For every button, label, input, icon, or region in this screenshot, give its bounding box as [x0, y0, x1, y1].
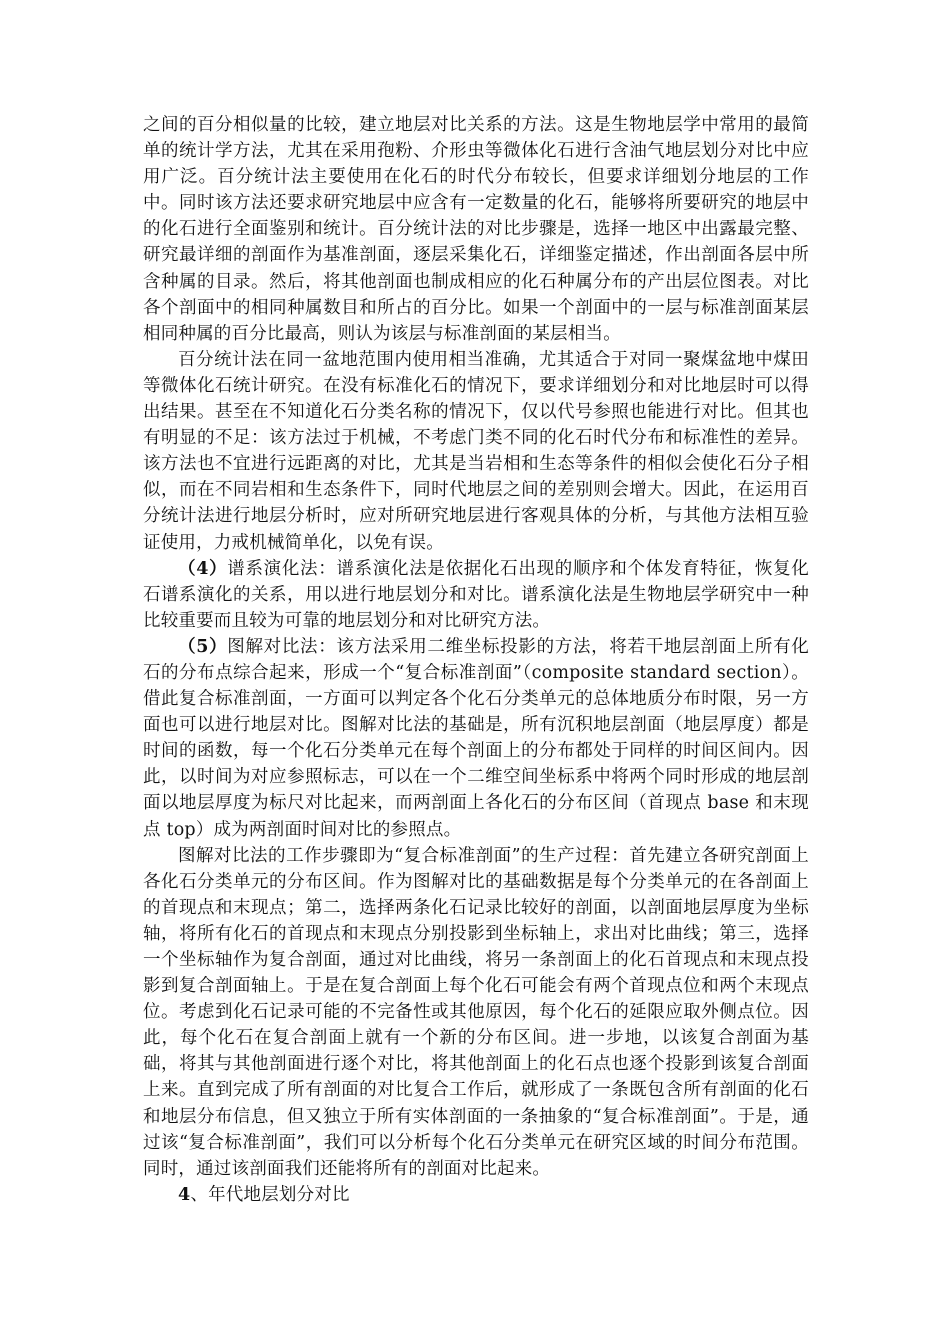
- heading-text: 、年代地层划分对比: [190, 1184, 350, 1205]
- paragraph-graphic-correlation-text: 图解对比法：该方法采用二维坐标投影的方法，将若干地层剖面上所有化石的分布点综合起来，形成一个“复合标准剖面”（composite standard section）。借此复合标准剖面，一方面可以判定各个化石分类单元的总体地质分布时限，另一方面也可以进行地层对比。图解对比法的基础是，所有沉积地层剖面（地层厚度）都是时间的函数，每一个化石分类单元在每个剖面上的分布都处于同样的时间区间内。因此，以时间为对应参照标志，可以在一个二维空间坐标系中将两个同时形成的地层剖面以地层厚度为标尺对比起来，而两剖面上各化石的分布区间（首现点 base 和末现点 top）成为两剖面时间对比的参照点。: [143, 636, 809, 840]
- paragraph-phylogenetic-method: [143, 556, 809, 634]
- paragraph-phylogenetic-text: 谱系演化法：谱系演化法是依据化石出现的顺序和个体发育特征，恢复化石谱系演化的关系，用以进行地层划分和对比。谱系演化法是生物地层学研究中一种比较重要而且较为可靠的地层划分和对比研究方法。: [143, 558, 809, 631]
- paragraph-graphic-correlation-steps: 图解对比法的工作步骤即为“复合标准剖面”的生产过程：首先建立各研究剖面上各化石分类单元的分布区间。作为图解对比的基础数据是每个分类单元的在各剖面上的首现点和末现点；第二，选择两条化石记录比较好的剖面，以剖面地层厚度为坐标轴，将所有化石的首现点和末现点分别投影到坐标轴上，求出对比曲线；第三，选择一个坐标轴作为复合剖面，通过对比曲线，将另一条剖面上的化石首现点和末现点投影到复合剖面轴上。于是在复合剖面上每个化石可能会有两个首现点位和两个末现点位。考虑到化石记录可能的不完备性或其他原因，每个化石的延限应取外侧点位。因此，每个化石在复合剖面上就有一个新的分布区间。进一步地，以该复合剖面为基础，将其与其他剖面进行逐个对比，将其他剖面上的化石点也逐个投影到该复合剖面上来。直到完成了所有剖面的对比复合工作后，就形成了一条既包含所有剖面的化石和地层分布信息，但又独立于所有实体剖面的一条抽象的“复合标准剖面”。于是，通过该“复合标准剖面”，我们可以分析每个化石分类单元在研究区域的时间分布范围。同时，通过该剖面我们还能将所有的剖面对比起来。: [143, 845, 809, 1179]
- paragraph-percentage-method-evaluation: 百分统计法在同一盆地范围内使用相当准确，尤其适合于对同一聚煤盆地中煤田等微体化石统计研究。在没有标准化石的情况下，要求详细划分和对比地层时可以得出结果。甚至在不知道化石分类名称的情况下，仅以代号参照也能进行对比。但其也有明显的不足：该方法过于机械，不考虑门类不同的化石时代分布和标准性的差异。该方法也不宜进行远距离的对比，尤其是当岩相和生态等条件的相似会使化石分子相似，而在不同岩相和生态条件下，同时代地层之间的差别则会增大。因此，在运用百分统计法进行地层分析时，应对所研究地层进行客观具体的分析，与其他方法相互验证使用，力戒机械简单化，以免有误。: [143, 349, 809, 553]
- heading-number: 4: [178, 1184, 191, 1205]
- paragraph-graphic-correlation: [143, 634, 809, 843]
- item-number-5: （5）: [178, 636, 228, 657]
- item-number-4: （4）: [178, 558, 228, 579]
- paragraph-percentage-method-continued: 之间的百分相似量的比较，建立地层对比关系的方法。这是生物地层学中常用的最简单的统计学方法，尤其在采用孢粉、介形虫等微体化石进行含油气地层划分对比中应用广泛。百分统计法主要使用在化石的时代分布较长，但要求详细划分地层的工作中。同时该方法还要求研究地层中应含有一定数量的化石，能够将所要研究的地层中的化石进行全面鉴别和统计。百分统计法的对比步骤是，选择一地区中出露最完整、研究最详细的剖面作为基准剖面，逐层采集化石，详细鉴定描述，作出剖面各层中所含种属的目录。然后，将其他剖面也制成相应的化石种属分布的产出层位图表。对比各个剖面中的相同种属数目和所占的百分比。如果一个剖面中的一层与标准剖面某层相同种属的百分比最高，则认为该层与标准剖面的某层相当。: [143, 115, 809, 344]
- document-page: [143, 112, 809, 1208]
- section-heading-chronostratigraphy: [143, 1182, 809, 1208]
